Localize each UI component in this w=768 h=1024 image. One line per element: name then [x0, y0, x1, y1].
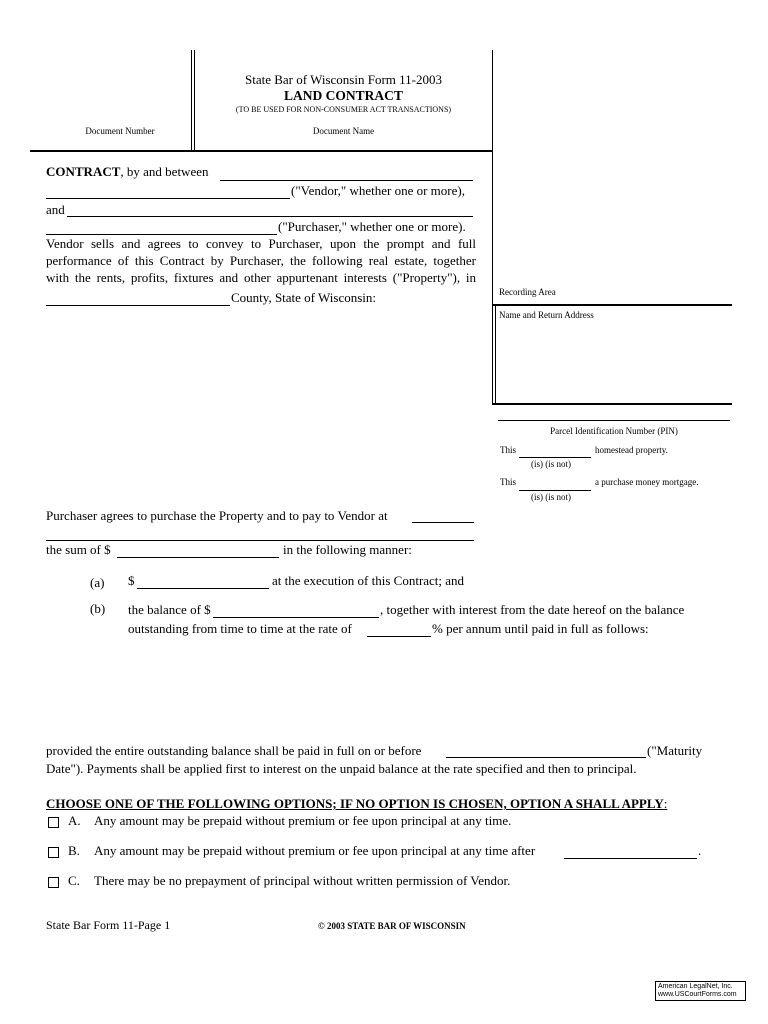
option-b-text: Any amount may be prepaid without premium or fee upon principal at any time after: [94, 843, 536, 858]
conveyance-paragraph-line-2: performance of this Contract by Purchaser, the following real estate, together: [46, 253, 476, 268]
county-field[interactable]: [46, 291, 230, 306]
agree-text: Purchaser agrees to purchase the Property and to pay to Vendor at: [46, 508, 388, 523]
publisher-line-2: www.USCourtForms.com: [658, 991, 737, 998]
header-right-divider: [492, 50, 493, 405]
pay-location-field[interactable]: [412, 508, 474, 523]
recording-rule-top: [492, 304, 732, 306]
mortgage-field[interactable]: [519, 477, 591, 491]
conveyance-paragraph-line-3: with the rents, profits, fixtures and other appurtenant interests ("Property"), in: [46, 270, 476, 285]
option-b-letter: B.: [68, 843, 80, 858]
this-label-2: This: [500, 477, 517, 487]
document-number-label: Document Number: [85, 126, 155, 136]
down-payment-field[interactable]: [137, 574, 269, 589]
copyright: © 2003 STATE BAR OF WISCONSIN: [318, 921, 466, 931]
is-isnot-2: (is) (is not): [531, 492, 571, 502]
header-bottom-rule: [30, 150, 493, 152]
by-and-between: , by and between: [120, 164, 209, 179]
options-heading: [46, 796, 667, 812]
item-a-label: (a): [90, 575, 105, 590]
sum-field[interactable]: [117, 543, 279, 558]
is-isnot-1: (is) (is not): [531, 459, 571, 469]
option-a-letter: A.: [68, 813, 81, 828]
maturity-line-1-prefix: provided the entire outstanding balance shall be paid in full on or before: [46, 743, 422, 758]
contract-intro: [46, 164, 209, 180]
this-label-1: This: [500, 445, 517, 455]
purchaser-text: ("Purchaser," whether one or more).: [278, 219, 466, 234]
contract-bold: CONTRACT: [46, 164, 121, 179]
purchaser-name-field-1[interactable]: [67, 202, 473, 217]
option-a-text: Any amount may be prepaid without premium or fee upon principal at any time.: [94, 813, 512, 828]
publisher-line-1: American LegalNet, Inc.: [658, 983, 733, 990]
maturity-date-field[interactable]: [446, 743, 646, 758]
option-c-checkbox[interactable]: [48, 877, 59, 888]
publisher-box: [655, 981, 746, 1001]
options-heading-colon: :: [663, 796, 668, 811]
page-label: State Bar Form 11-Page 1: [46, 918, 171, 932]
document-name-label: Document Name: [312, 126, 375, 136]
options-heading-text: CHOOSE ONE OF THE FOLLOWING OPTIONS; IF NO OPTION IS CHOSEN, OPTION A SHALL APPLY: [46, 796, 664, 811]
option-b-end: .: [698, 843, 702, 858]
homestead-field[interactable]: [519, 444, 591, 458]
sum-suffix: in the following manner:: [283, 542, 412, 557]
and-label: and: [46, 202, 65, 217]
recording-area-label: Recording Area: [499, 287, 556, 297]
balance-field[interactable]: [213, 603, 379, 618]
prepayment-date-field[interactable]: [564, 844, 697, 859]
contract-subtitle: (TO BE USED FOR NON-CONSUMER ACT TRANSACTIONS): [235, 105, 452, 114]
item-b-line2-suffix: % per annum until paid in full as follows:: [432, 621, 649, 636]
vendor-name-field-1[interactable]: [220, 166, 473, 181]
option-a-checkbox[interactable]: [48, 817, 59, 828]
purchaser-name-field-2[interactable]: [46, 220, 277, 235]
item-a-text: at the execution of this Contract; and: [272, 573, 465, 588]
item-b-suffix: , together with interest from the date hereof on the balance: [380, 602, 685, 617]
vendor-text: ("Vendor," whether one or more),: [291, 183, 465, 198]
contract-title: LAND CONTRACT: [284, 88, 403, 103]
homestead-text: homestead property.: [595, 445, 668, 455]
maturity-line-2: Date"). Payments shall be applied first to interest on the unpaid balance at the rate specified and then to principal.: [46, 761, 637, 776]
vendor-name-field-2[interactable]: [46, 184, 290, 199]
option-c-letter: C.: [68, 873, 80, 888]
pay-location-field-2[interactable]: [46, 526, 474, 541]
mortgage-text: a purchase money mortgage.: [595, 477, 699, 487]
pin-label: Parcel Identification Number (PIN): [550, 426, 678, 436]
header-right-divider-2: [495, 305, 496, 405]
item-b-prefix: the balance of $: [128, 602, 211, 617]
item-b-label: (b): [90, 601, 106, 616]
option-c-text: There may be no prepayment of principal without written permission of Vendor.: [94, 873, 511, 888]
county-text: County, State of Wisconsin:: [231, 290, 376, 305]
interest-rate-field[interactable]: [367, 622, 431, 637]
item-b-line2-prefix: outstanding from time to time at the rate of: [128, 621, 352, 636]
option-b-checkbox[interactable]: [48, 847, 59, 858]
pin-rule: [498, 420, 730, 421]
maturity-line-1-suffix: ("Maturity: [647, 743, 703, 758]
recording-rule-bottom: [492, 403, 732, 405]
item-a-dollar: $: [128, 573, 135, 588]
sum-prefix: the sum of $: [46, 542, 111, 557]
name-return-address-label: Name and Return Address: [499, 310, 594, 320]
conveyance-paragraph-line-1: Vendor sells and agrees to convey to Purchaser, upon the prompt and full: [46, 236, 476, 251]
form-title: State Bar of Wisconsin Form 11-2003: [245, 72, 442, 87]
